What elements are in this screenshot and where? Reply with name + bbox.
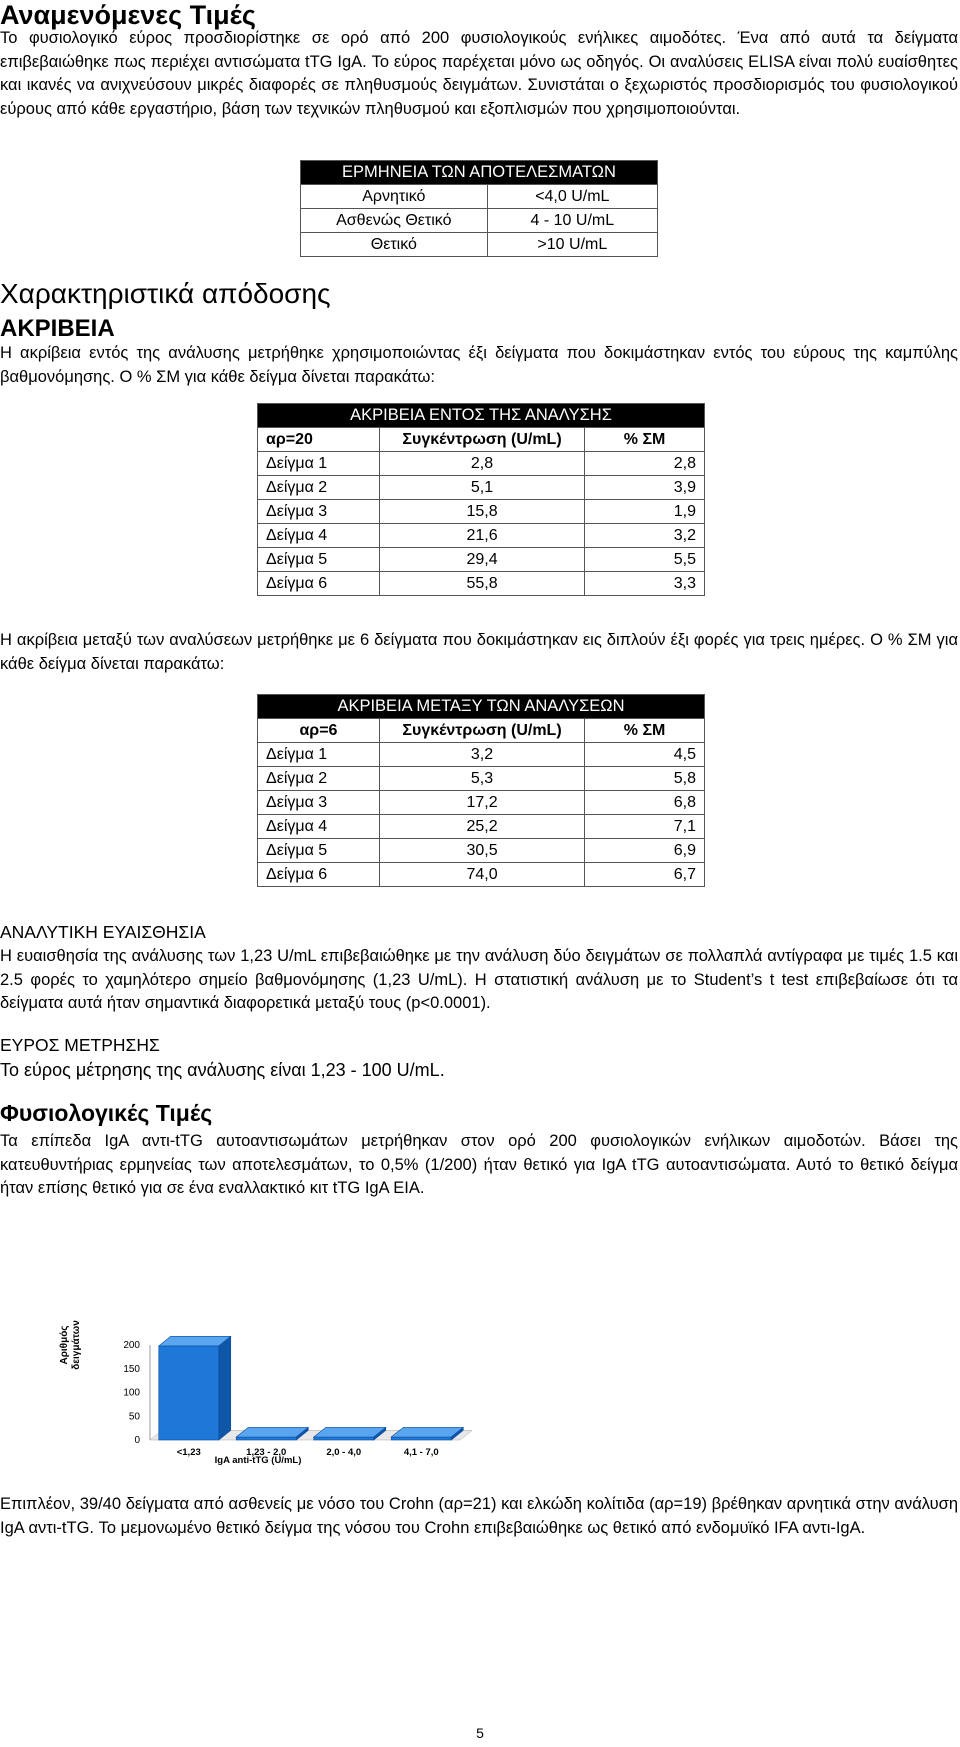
bar-front — [391, 1437, 451, 1440]
cv-cell: 4,5 — [585, 743, 705, 767]
cv-cell: 6,8 — [585, 791, 705, 815]
interpretation-label: Θετικό — [301, 233, 488, 257]
x-category-label: 4,1 - 7,0 — [403, 1447, 439, 1458]
concentration-cell: 3,2 — [379, 743, 584, 767]
y-tick-label: 150 — [123, 1363, 140, 1375]
cv-cell: 6,7 — [585, 863, 705, 887]
column-header: αρ=6 — [258, 719, 380, 743]
concentration-cell: 21,6 — [379, 524, 584, 548]
interpretation-value: <4,0 U/mL — [487, 185, 657, 209]
bar — [159, 1336, 231, 1440]
cv-cell: 2,8 — [585, 452, 705, 476]
cv-cell: 3,3 — [585, 572, 705, 596]
bar — [314, 1427, 386, 1440]
sample-cell: Δείγμα 2 — [258, 767, 380, 791]
column-header: Συγκέντρωση (U/mL) — [379, 719, 584, 743]
bar-top — [314, 1427, 386, 1437]
x-category-label: 1,23 - 2,0 — [246, 1447, 287, 1458]
y-axis-label-line2: δειγμάτων — [71, 1320, 82, 1370]
expected-values-paragraph: Το φυσιολογικό εύρος προσδιορίστηκε σε ορό από 200 φυσιολογικούς ενήλικες αιμοδότες. Ένα από αυτά τα δείγματα επιβεβαιώθηκε πως περιέχει αντισώματα tTG IgA. Το εύρος παρέχεται μόνο ως οδηγός. Οι αναλύσεις ELISA είναι πολύ ευαίσθητες και ικανές να ανιχνεύσουν μικρές διαφορές σε πληθυσμούς δειγμάτων. Συνιστάται ο ξεχωριστός προσδιορισμός του φυσιολογικού εύρους από κάθε εργαστήριο, βάση των τεχνικών πληθυσμού και εξοπλισμών που χρησιμοποιούνται. — [0, 29, 958, 118]
inter-assay-table — [257, 694, 705, 887]
closing-paragraph: Επιπλέον, 39/40 δείγματα από ασθενείς με νόσο του Crohn (αρ=21) και ελκώδη κολίτιδα (αρ=19) βρέθηκαν αρνητικά στην ανάλυση IgA αντι-tTG. Το μεμονωμένο θετικό δείγμα της νόσου του Crohn επιβεβαιώθηκε ως θετικό από ενδομυϊκό IFA αντι-IgA. — [0, 1495, 958, 1537]
cv-cell: 5,5 — [585, 548, 705, 572]
intra-precision-paragraph: Η ακρίβεια εντός της ανάλυσης μετρήθηκε χρησιμοποιώντας έξι δείγματα που δοκιμάστηκαν εντός του εύρους της καμπύλης βαθμονόμησης. Ο % ΣΜ για κάθε δείγμα δίνεται παρακάτω: — [0, 344, 958, 386]
bar-top — [236, 1427, 308, 1437]
inter-precision-paragraph: Η ακρίβεια μεταξύ των αναλύσεων μετρήθηκε με 6 δείγματα που δοκιμάστηκαν εις διπλούν έξι φορές για τρεις ημέρες. Ο % ΣΜ για κάθε δείγμα δίνεται παρακάτω: — [0, 631, 958, 673]
column-header: % ΣΜ — [585, 719, 705, 743]
y-tick-label: 100 — [123, 1387, 140, 1399]
normal-values-title: Φυσιολογικές Τιμές — [0, 1100, 213, 1126]
sample-cell: Δείγμα 3 — [258, 500, 380, 524]
bar — [236, 1427, 308, 1440]
x-category-label: 2,0 - 4,0 — [326, 1447, 362, 1458]
sample-cell: Δείγμα 4 — [258, 524, 380, 548]
intra-assay-header: ΑΚΡΙΒΕΙΑ ΕΝΤΟΣ ΤΗΣ ΑΝΑΛΥΣΗΣ — [258, 404, 705, 428]
sample-cell: Δείγμα 5 — [258, 548, 380, 572]
cv-cell: 7,1 — [585, 815, 705, 839]
interpretation-header: ΕΡΜΗΝΕΙΑ ΤΩΝ ΑΠΟΤΕΛΕΣΜΑΤΩΝ — [301, 161, 658, 185]
cv-cell: 1,9 — [585, 500, 705, 524]
sample-cell: Δείγμα 4 — [258, 815, 380, 839]
y-tick-label: 0 — [134, 1435, 140, 1446]
cv-cell: 6,9 — [585, 839, 705, 863]
concentration-cell: 55,8 — [379, 572, 584, 596]
cv-cell: 5,8 — [585, 767, 705, 791]
range-title: ΕΥΡΟΣ ΜΕΤΡΗΣΗΣ — [0, 1035, 160, 1055]
cv-cell: 3,2 — [585, 524, 705, 548]
y-axis-label-line1: Αριθμός — [59, 1325, 70, 1365]
bar-side — [219, 1336, 231, 1440]
concentration-cell: 25,2 — [379, 815, 584, 839]
precision-subtitle: ΑΚΡΙΒΕΙΑ — [0, 315, 115, 342]
page-number: 5 — [476, 1725, 484, 1741]
interpretation-value: >10 U/mL — [487, 233, 657, 257]
expected-values-title: Αναμενόμενες Τιμές — [0, 0, 256, 30]
sample-cell: Δείγμα 1 — [258, 452, 380, 476]
bar-front — [159, 1346, 219, 1440]
bar-top — [159, 1336, 231, 1346]
concentration-cell: 17,2 — [379, 791, 584, 815]
concentration-cell: 15,8 — [379, 500, 584, 524]
interpretation-label: Αρνητικό — [301, 185, 488, 209]
sample-cell: Δείγμα 1 — [258, 743, 380, 767]
y-tick-label: 200 — [123, 1340, 140, 1351]
interpretation-value: 4 - 10 U/mL — [487, 209, 657, 233]
sample-cell: Δείγμα 6 — [258, 572, 380, 596]
sensitivity-paragraph: Η ευαισθησία της ανάλυσης των 1,23 U/mL επιβεβαιώθηκε με την ανάλυση δύο δειγμάτων σε πολλαπλά αντίγραφα με τιμές 1.5 και 2.5 φορές το χαμηλότερο σημείο βαθμονόμησης (1,23 U/mL). Η στατιστική ανάλυση με το Student’s t test επιβεβαίωσε ότι τα δείγματα αυτά ήταν σημαντικά διαφορετικά μεταξύ τους (p<0.0001). — [0, 947, 958, 1012]
normal-values-paragraph: Τα επίπεδα IgA αντι-tTG αυτοαντισωμάτων μετρήθηκαν στον ορό 200 φυσιολογικών ενήλικων αιμοδοτών. Βάσει της κατευθυντήριας ερμηνείας των αποτελεσμάτων, το 0,5% (1/200) ήταν θετικό για IgA tTG αυτοαντισώματα. Αυτό το θετικό δείγμα ήταν επίσης θετικό για σε ένα εναλλακτικό κιτ tTG IgA EIA. — [0, 1132, 958, 1197]
concentration-cell: 74,0 — [379, 863, 584, 887]
concentration-cell: 5,3 — [379, 767, 584, 791]
concentration-cell: 29,4 — [379, 548, 584, 572]
concentration-cell: 30,5 — [379, 839, 584, 863]
concentration-cell: 2,8 — [379, 452, 584, 476]
bar-front — [314, 1437, 374, 1440]
range-paragraph: Το εύρος μέτρησης της ανάλυσης είναι 1,23 - 100 U/mL. — [0, 1060, 445, 1080]
sensitivity-title: ΑΝΑΛΥΤΙΚΗ ΕΥΑΙΣΘΗΣΙΑ — [0, 922, 206, 942]
interpretation-table — [300, 160, 658, 257]
bar-front — [236, 1437, 296, 1440]
column-header: Συγκέντρωση (U/mL) — [379, 428, 584, 452]
sample-cell: Δείγμα 3 — [258, 791, 380, 815]
column-header: % ΣΜ — [585, 428, 705, 452]
inter-assay-header: ΑΚΡΙΒΕΙΑ ΜΕΤΑΞΥ ΤΩΝ ΑΝΑΛΥΣΕΩΝ — [258, 695, 705, 719]
performance-title: Χαρακτηριστικά απόδοσης — [0, 278, 331, 309]
column-header: αρ=20 — [258, 428, 380, 452]
sample-cell: Δείγμα 5 — [258, 839, 380, 863]
x-category-label: <1,23 — [176, 1447, 201, 1458]
bar-top — [391, 1427, 463, 1437]
y-tick-label: 50 — [128, 1411, 140, 1423]
cv-cell: 3,9 — [585, 476, 705, 500]
sample-cell: Δείγμα 2 — [258, 476, 380, 500]
frequency-bar-chart — [40, 1240, 520, 1470]
concentration-cell: 5,1 — [379, 476, 584, 500]
interpretation-label: Ασθενώς Θετικό — [301, 209, 488, 233]
sample-cell: Δείγμα 6 — [258, 863, 380, 887]
bar — [391, 1427, 463, 1440]
intra-assay-table — [257, 403, 705, 596]
x-axis-label: IgA anti-tTG (U/mL) — [214, 1455, 302, 1466]
